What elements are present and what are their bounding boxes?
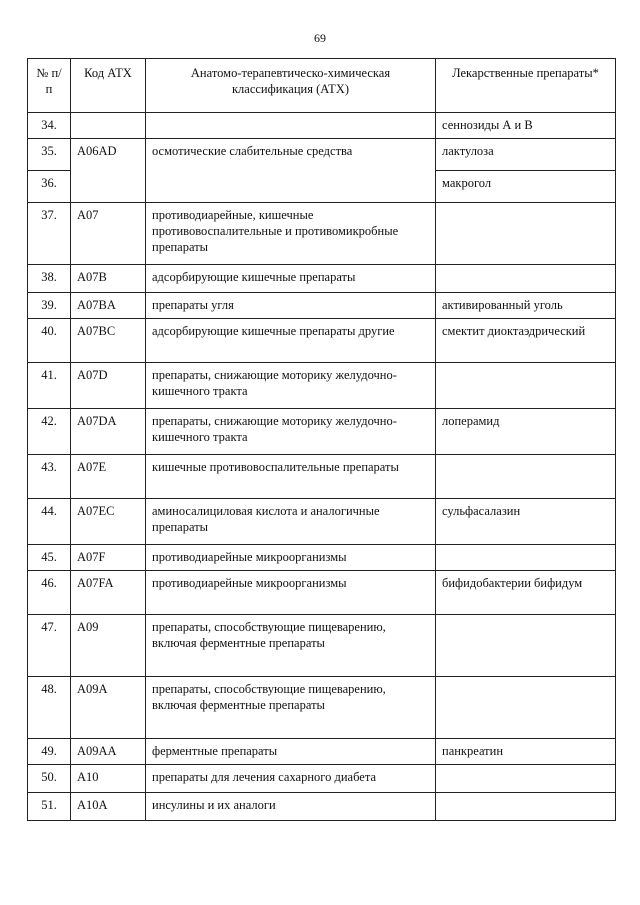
table-row [28,265,616,293]
row-drug [436,615,616,677]
table-row [28,113,616,139]
header-drugs: Лекарственные препараты* [436,59,616,113]
row-drug: лактулоза [436,139,616,171]
row-drug [436,793,616,821]
table-row [28,293,616,319]
table-row [28,499,616,545]
table-row [28,571,616,615]
row-code: A07BC [71,319,146,363]
table-row [28,739,616,765]
table-row [28,793,616,821]
table-row [28,203,616,265]
row-code: A10 [71,765,146,793]
row-code: A10A [71,793,146,821]
row-num: 44. [28,499,71,545]
row-num: 49. [28,739,71,765]
row-drug [436,455,616,499]
header-num: № п/п [28,59,71,113]
table-row [28,615,616,677]
row-num: 46. [28,571,71,615]
row-code: A07F [71,545,146,571]
row-code: A07D [71,363,146,409]
row-code: A07EC [71,499,146,545]
row-name: препараты, способствующие пищеварению, включая ферментные препараты [146,615,436,677]
row-drug: макрогол [436,171,616,203]
table-row [28,455,616,499]
row-code: A07BA [71,293,146,319]
row-code: A09AA [71,739,146,765]
row-name: адсорбирующие кишечные препараты другие [146,319,436,363]
row-drug: смектит диоктаэдрический [436,319,616,363]
row-drug: бифидобактерии бифидум [436,571,616,615]
atc-drug-table [27,58,616,821]
row-code: A07 [71,203,146,265]
row-drug [436,363,616,409]
row-name: противодиарейные микроорганизмы [146,545,436,571]
table-row [28,363,616,409]
row-drug [436,765,616,793]
row-drug: сеннозиды А и В [436,113,616,139]
header-code: Код АТХ [71,59,146,113]
table-header-row [28,59,616,113]
row-num: 35. [28,139,71,171]
row-name: препараты, способствующие пищеварению, включая ферментные препараты [146,677,436,739]
row-name: препараты для лечения сахарного диабета [146,765,436,793]
row-drug: активированный уголь [436,293,616,319]
row-num: 43. [28,455,71,499]
row-num: 47. [28,615,71,677]
row-code: A07DA [71,409,146,455]
row-name: противодиарейные микроорганизмы [146,571,436,615]
row-drug: лоперамид [436,409,616,455]
row-num: 41. [28,363,71,409]
table-row [28,545,616,571]
row-num: 42. [28,409,71,455]
row-drug: сульфасалазин [436,499,616,545]
row-name: инсулины и их аналоги [146,793,436,821]
row-num: 34. [28,113,71,139]
row-name: препараты, снижающие моторику желудочно-кишечного тракта [146,409,436,455]
header-classification: Анатомо-терапевтическо-химическая классификация (АТХ) [146,59,436,113]
row-code: A07FA [71,571,146,615]
row-drug [436,677,616,739]
row-num: 39. [28,293,71,319]
row-drug: панкреатин [436,739,616,765]
row-drug [436,203,616,265]
row-name: препараты угля [146,293,436,319]
row-code: A07E [71,455,146,499]
row-num: 40. [28,319,71,363]
row-drug [436,265,616,293]
row-name: ферментные препараты [146,739,436,765]
row-drug [436,545,616,571]
row-name: аминосалициловая кислота и аналогичные препараты [146,499,436,545]
row-num: 51. [28,793,71,821]
row-name: осмотические слабительные средства [146,139,436,203]
row-code: A09A [71,677,146,739]
row-name: противодиарейные, кишечные противовоспалительные и противомикробные препараты [146,203,436,265]
row-num: 37. [28,203,71,265]
page-number: 69 [314,31,326,45]
table-row [28,409,616,455]
row-num: 45. [28,545,71,571]
row-name [146,113,436,139]
row-code: A07B [71,265,146,293]
row-code [71,113,146,139]
table-row [28,139,616,171]
row-num: 38. [28,265,71,293]
table-row [28,677,616,739]
table-row [28,765,616,793]
row-num: 48. [28,677,71,739]
row-name: препараты, снижающие моторику желудочно-кишечного тракта [146,363,436,409]
row-num: 36. [28,171,71,203]
table-row [28,319,616,363]
row-code: A09 [71,615,146,677]
row-name: адсорбирующие кишечные препараты [146,265,436,293]
row-code: A06AD [71,139,146,203]
row-num: 50. [28,765,71,793]
row-name: кишечные противовоспалительные препараты [146,455,436,499]
